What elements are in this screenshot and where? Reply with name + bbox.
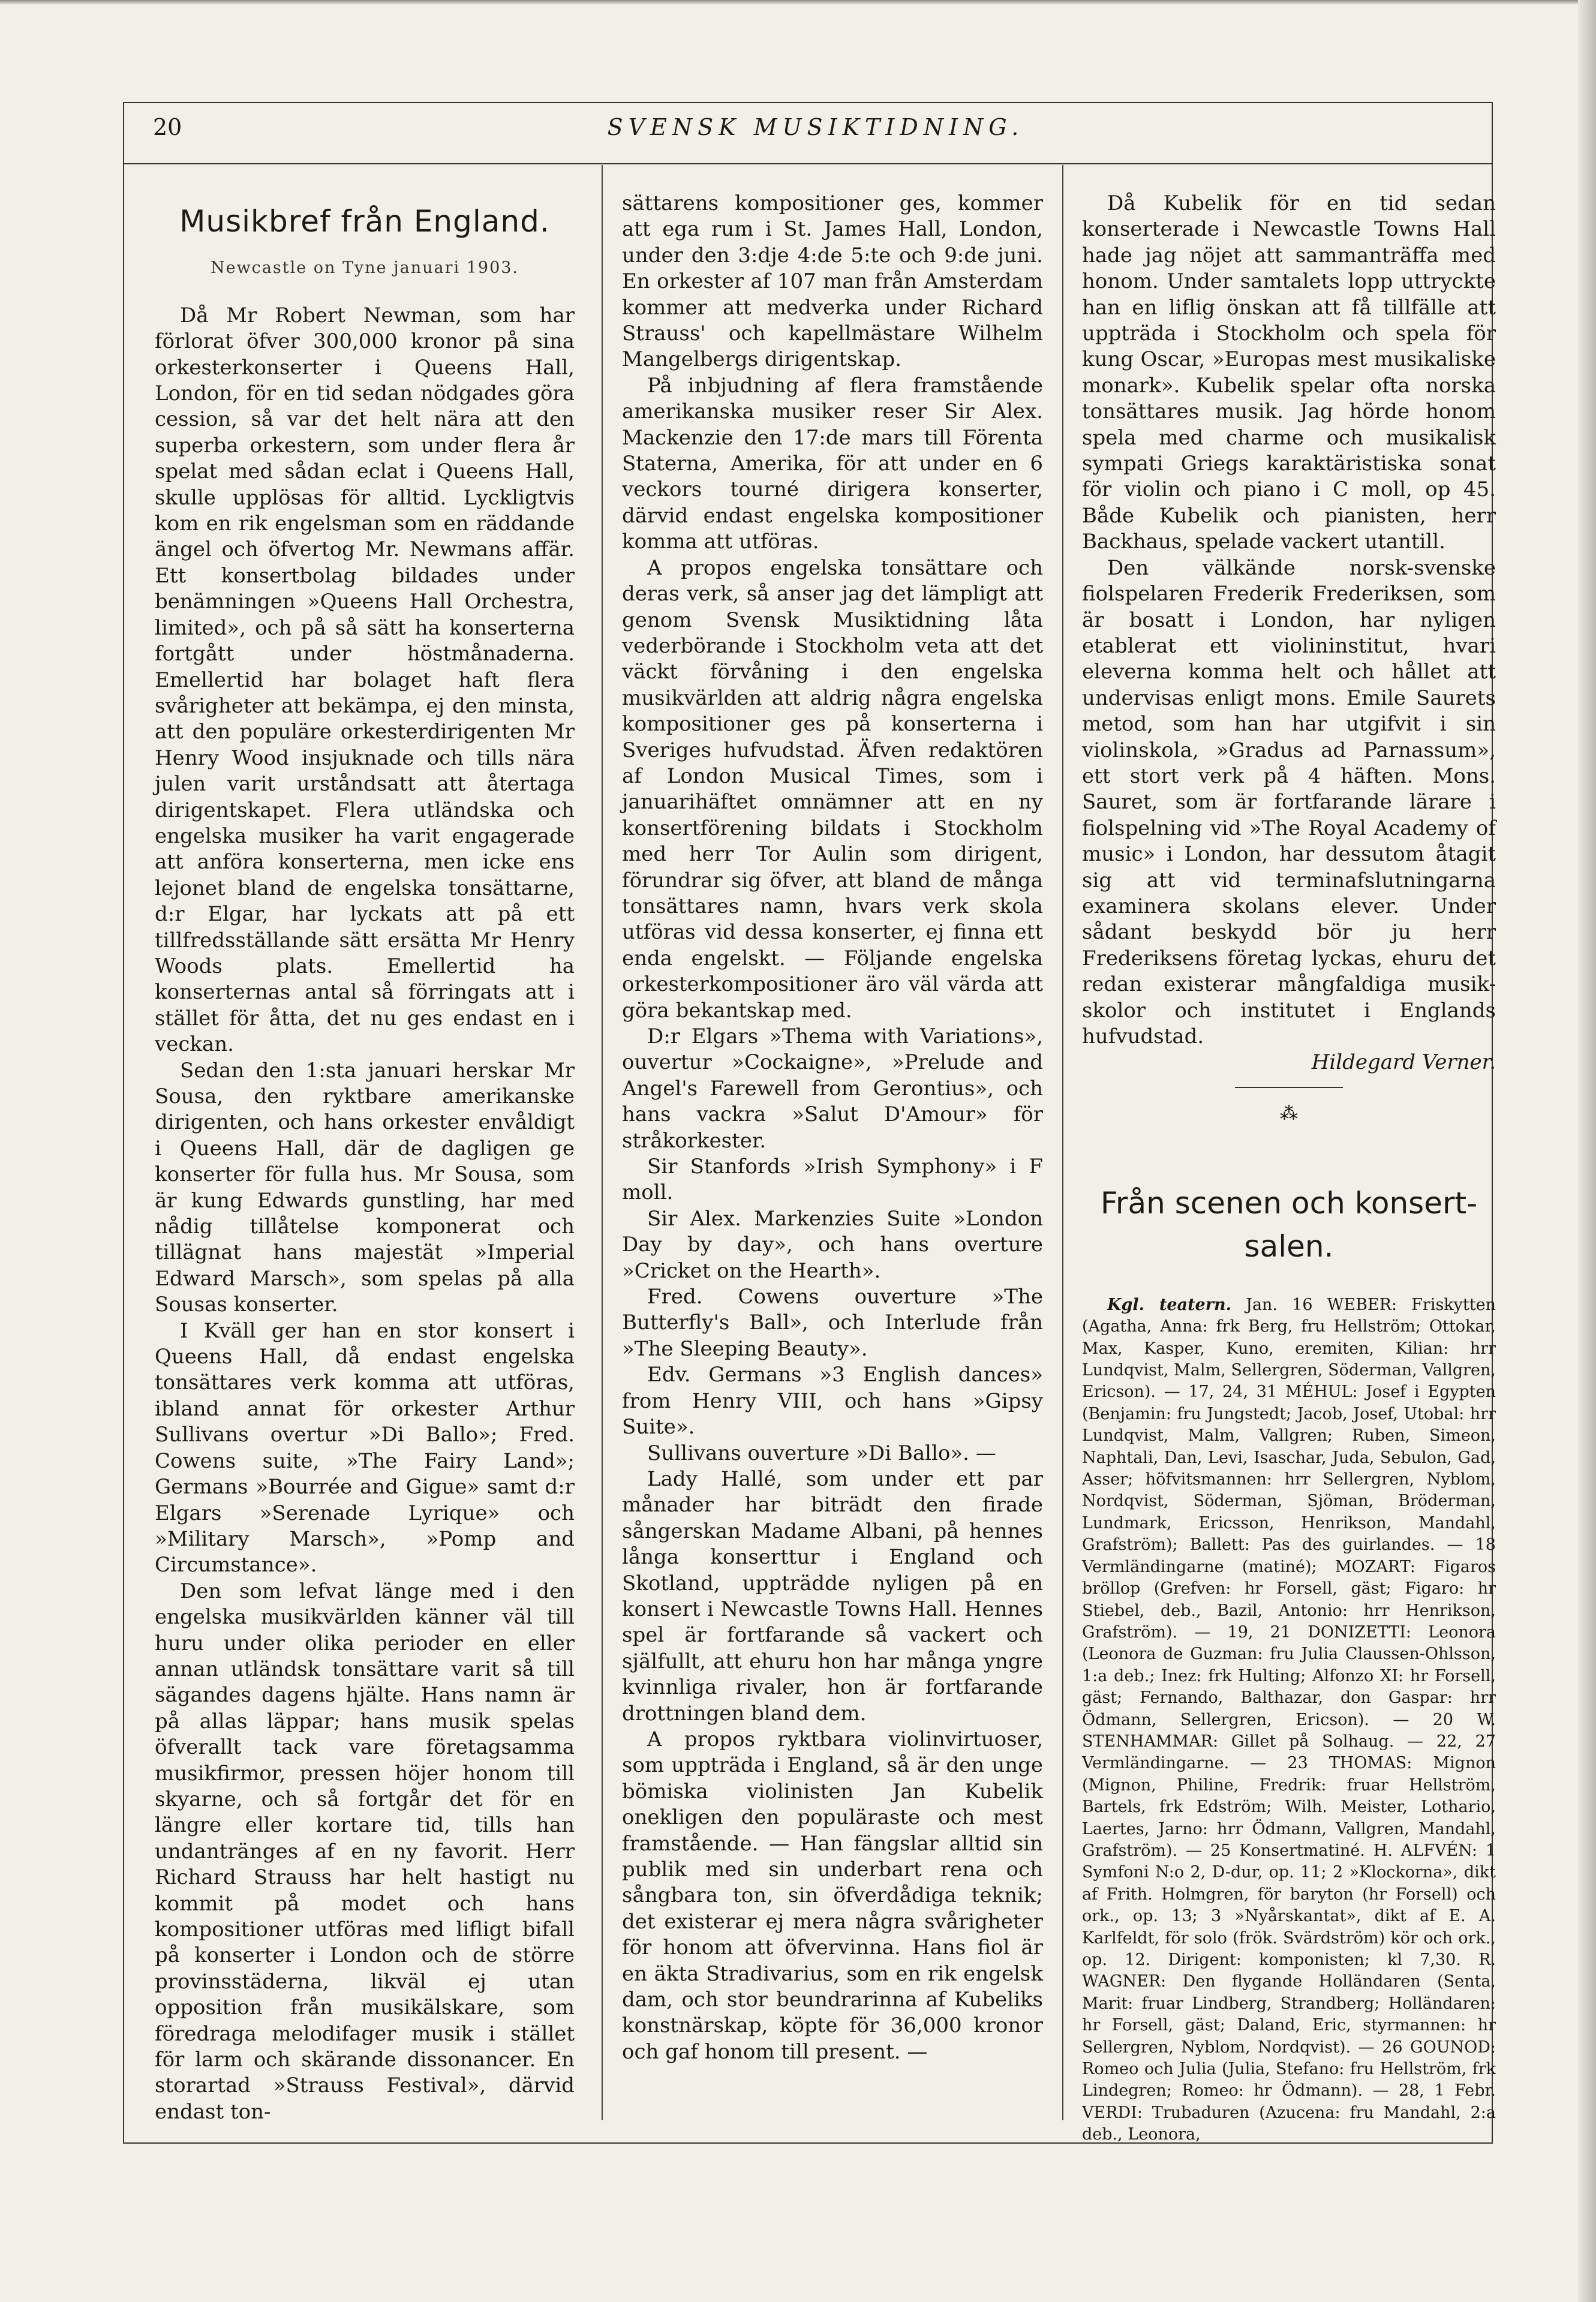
article-paragraph: Sir Alex. Markenzies Suite »London Day by day», och hans overture »Cricket on the Hearth». — [622, 1206, 1043, 1283]
column-divider-1 — [602, 165, 603, 2120]
article-paragraph: Sir Stanfords »Irish Symphony» i F moll. — [622, 1155, 1043, 1205]
article-paragraph: Sullivans ouverture »Di Ballo». — — [647, 1441, 996, 1465]
article-paragraph: Den välkände norsk-svenske fiolspelaren Frederik Frederiksen, som är bosatt i London, har nyligen etablerat ett violininstitut, hvari eleverna komma helt och hållet att undervisas enligt mons. Emile Saurets metod, som han har utgifvit i sin violinskola, »Gradus ad Parnassum», ett stort verk på 4 häften. Mons. Sauret, som är fortfarande lärare i fiolspelning vid »The Royal Academy of music» i London, har dessutom åtagit sig att vid terminafslutningarna examinera skolans elever. Under sådant beskydd bör ju herr Frederiksens företag lyckas, ehuru det redan existerar mångfaldiga musik-skolor och institutet i Englands hufvudstad. — [1082, 555, 1496, 1048]
article-paragraph: Edv. Germans »3 English dances» from Henry VIII, och hans »Gipsy Suite». — [622, 1363, 1043, 1439]
article-paragraph: Fred. Cowens ouverture »The Butterfly's Ball», och Interlude från »The Sleeping Beauty». — [622, 1285, 1043, 1361]
column-divider-2 — [1062, 165, 1063, 2120]
ornament-glyph: ⁂ — [1280, 1102, 1298, 1124]
page-top-shadow — [0, 0, 1596, 5]
article-paragraph: På inbjudning af flera framstående amerikanska musiker reser Sir Alex. Mackenzie den 17:de mars till Förenta Staterna, Amerika, för att under en 6 veckors tourné dirigera konserter, därvid endast engelska kompositioner komma att utföras. — [622, 373, 1043, 554]
column-2 — [622, 191, 1043, 2065]
column-3 — [1082, 191, 1496, 2146]
article-paragraph: Sedan den 1:sta januari herskar Mr Sousa, den ryktbare amerikanske dirigenten, och hans orkester envåldigt i Queens Hall, där de dagligen ge konserter för fulla hus. Mr Sousa, som är kung Edwards gunstling, har med nådig tillåtelse komponerat och tillägnat hans majestät »Imperial Edward Marsch», som spelas på alla Sousas konserter. — [155, 1058, 575, 1317]
page-number: 20 — [153, 114, 182, 140]
article-paragraph: Den som lefvat länge med i den engelska musikvärlden känner väl till huru under olika perioder en eller annan utländsk tonsättare varit så till sägandes dagens hjälte. Hans namn är på allas läppar; hans musik spelas öfverallt tack vare företagsamma musikfirmor, pressen höjer honom till skyarne, och så fortgår det för en längre eller kortare tid, tills han undantränges af en ny favorit. Herr Richard Strauss har helt hastigt nu kommit på modet och hans kompositioner utföras med lifligt bifall på konserter i London och de större provinsstäderna, likväl ej utan opposition från musikälskare, som föredraga melodifager musik i stället för larm och skärande dissonancer. En storartad »Strauss Festival», därvid endast ton- — [155, 1579, 575, 2124]
article-paragraph: I Kväll ger han en stor konsert i Queens Hall, då endast engelska tonsättares verk komma att utföras, ibland annat för orkester Arthur Sullivans overtur »Di Ballo»; Fred. Cowens suite, »The Fairy Land»; Germans »Bourrée and Gigue» samt d:r Elgars »Serenade Lyrique» och »Military Marsch», »Pomp and Circumstance». — [155, 1318, 575, 1577]
header-rule — [123, 163, 1493, 164]
section-divider-rule — [1235, 1087, 1343, 1088]
journal-title: SVENSK MUSIKTIDNING. — [607, 114, 1024, 140]
performance-listing — [1082, 1294, 1496, 2146]
article-title: Musikbref från England. — [179, 204, 550, 239]
article-paragraph: sättarens kompositioner ges, kommer att ega rum i St. James Hall, London, under den 3:dje 4:de 5:te och 9:de juni. En orkester af 107 man från Amsterdam kommer att medverka under Richard Strauss' och kapellmästare Wilhelm Mangelbergs dirigentskap. — [622, 191, 1043, 372]
article-paragraph: Då Kubelik för en tid sedan konserterade i Newcastle Towns Hall hade jag nöjet att sammanträffa med honom. Under samtalets lopp uttryckte han en liflig önskan att få tillfälle att uppträda i Stockholm och spela för kung Oscar, »Europas mest musikaliske monark». Kubelik spelar ofta norska tonsättares musik. Jag hörde honom spela med charme och musikalisk sympati Griegs karaktäristiska sonat för violin och piano i C moll, op 45. Både Kubelik och pianisten, herr Backhaus, spelade vackert utantill. — [1082, 191, 1496, 554]
article-dateline: Newcastle on Tyne januari 1903. — [210, 259, 519, 278]
article-paragraph: A propos ryktbara violinvirtuoser, som uppträda i England, så är den unge bömiska violinisten Jan Kubelik onekligen den populäraste och mest framstående. — Han fängslar alltid sin publik med sin underbart rena och sångbara ton, sin öfverdådiga teknik; det existerar ej mera några svårigheter för honom att öfvervinna. Hans fiol är en äkta Stradivarius, som en rik engelsk dam, och stor beundrarinna af Kubeliks konstnärskap, köpte för 36,000 kronor och gaf honom till present. — — [622, 1727, 1043, 2064]
page-edge-shadow — [1578, 0, 1596, 2302]
listing-body: Jan. 16 WEBER: Friskytten (Agatha, Anna: frk Berg, fru Hellström; Ottokar, Max, Kasper, Kuno, eremiten, Kilian: hrr Lundqvist, Malm, Sellergren, Söderman, Vallgren, Ericson). — 17, 24, 31 MÉHUL: Josef i Egypten (Benjamin: fru Jungstedt; Jacob, Josef, Utobal: hrr Lundqvist, Malm, Vallgren; Ruben, Simeon, Naphtali, Dan, Levi, Isaschar, Juda, Sebulon, Gad, Asser; höfvitsmannen: hrr Sellergren, Nyblom, Nordqvist, Söderman, Sjöman, Bröderman, Lundmark, Ericsson, Henrikson, Mandahl, Grafström); Ballett: Pas des guirlandes. — 18 Vermländingarne (matiné); MOZART: Figaros bröllop (Grefven: hr Forsell, gäst; Figaro: hr Stiebel, deb., Bazil, Antonio: hrr Henrikson, Grafström). — 19, 21 DONIZETTI: Leonora (Leonora de Guzman: fru Julia Claussen-Ohlsson, 1:a deb.; Inez: frk Hulting; Alfonzo XI: hr Forsell, gäst; Fernando, Balthazar, don Gaspar: hrr Ödmann, Sellergren, Ericson). — 20 W. STENHAMMAR: Gillet på Solhaug. — 22, 27 Vermländingarne. — 23 THOMAS: Mignon (Mignon, Philine, Fredrik: fruar Hellström, Bartels, frk Edström; Wilh. Meister, Lothario, Laertes, Jarno: hrr Ödmann, Vallgren, Mandahl, Grafström). — 25 Konsertmatiné. H. ALFVÉN: 1 Symfoni N:o 2, D-dur, op. 11; 2 »Klockorna», dikt af Frith. Holmgren, för baryton (hr Forsell) och ork., op. 13; 3 »Nyårskantat», dikt af E. A. Karlfeldt, för solo (frök. Svärdström) kör och ork., op. 12. Dirigent: komponisten; kl 7,30. R. WAGNER: Den flygande Holländaren (Senta, Marit: fruar Lindberg, Strandberg; Holländaren: hr Forsell, gäst; Daland, Eric, styrmannen: hr Sellergren, Nyblom, Nordqvist). — 26 GOUNOD: Romeo och Julia (Julia, Stefano: fru Hellström, frk Lindegren; Romeo: hr Ödmann). — 28, 1 Febr. VERDI: Trubaduren (Azucena: fru Mandahl, 2:a deb., Leonora, — [1082, 1295, 1496, 2144]
column-1 — [155, 191, 575, 2125]
running-header — [153, 114, 1478, 156]
article-paragraph: Lady Hallé, som under ett par månader har biträdt den firade sångerskan Madame Albani, på hennes långa konserttur i England och Skotland, uppträdde nyligen på en konsert i Newcastle Towns Hall. Hennes spel är fortfarande så vackert och själfullt, att ehuru hon har många yngre kvinnliga rivaler, hon är fortfarande drottningen bland dem. — [622, 1466, 1043, 1726]
author-signature: Hildegard Verner. — [1311, 1050, 1496, 1075]
listing-lead: Kgl. teatern. — [1107, 1295, 1231, 1314]
section-title: Från scenen och konsert-salen. — [1100, 1185, 1478, 1264]
article-paragraph: A propos engelska tonsättare och deras verk, så anser jag det lämpligt att genom Svensk Musiktidning låta vederbörande i Stockholm veta att det väckt förvåning i den engelska musikvärlden att aldrig några engelska kompositioner ges på konserterna i Sveriges hufvudstad. Äfven redaktören af London Musical Times, som i januarihäftet omnämner att en ny konsertförening bildats i Stockholm med herr Tor Aulin som dirigent, förundrar sig öfver, att bland de många tonsättares namn, hvars verk skola utföras vid dessa konserter, ej finna ett enda engelskt. — Följande engelska orkesterkompositioner äro väl värda att göra bekantskap med. — [622, 555, 1043, 1023]
article-paragraph: D:r Elgars »Thema with Variations», ouvertur »Cockaigne», »Prelude and Angel's Farewell from Gerontius», och hans vackra »Salut D'Amour» för stråkorkester. — [622, 1024, 1043, 1153]
article-paragraph: Då Mr Robert Newman, som har förlorat öfver 300,000 kronor på sina orkesterkonserter i Queens Hall, London, för en tid sedan nödgades göra cession, så var det helt nära att den superba orkestern, som under flera år spelat med sådan eclat i Queens Hall, skulle upplösas för alltid. Lyckligtvis kom en rik engelsman som en räddande ängel och öfvertog Mr. Newmans affär. Ett konsertbolag bildades under benämningen »Queens Hall Orchestra, limited», och på så sätt ha konserterna fortgått under höstmånaderna. Emellertid har bolaget haft flera svårigheter att bekämpa, ej den minsta, att den populäre orkesterdirigenten Mr Henry Wood insjuknade och tills nära julen varit urståndsatt att återtaga dirigentskapet. Flera utländska och engelska musiker ha varit engagerade att anföra konserterna, men icke ens lejonet bland de engelska tonsättarne, d:r Elgar, har lyckats att på ett tillfredsställande sätt ersätta Mr Henry Woods plats. Emellertid ha konserternas antal så förringats att i stället för åtta, det nu ges endast en i veckan. — [155, 303, 575, 1057]
